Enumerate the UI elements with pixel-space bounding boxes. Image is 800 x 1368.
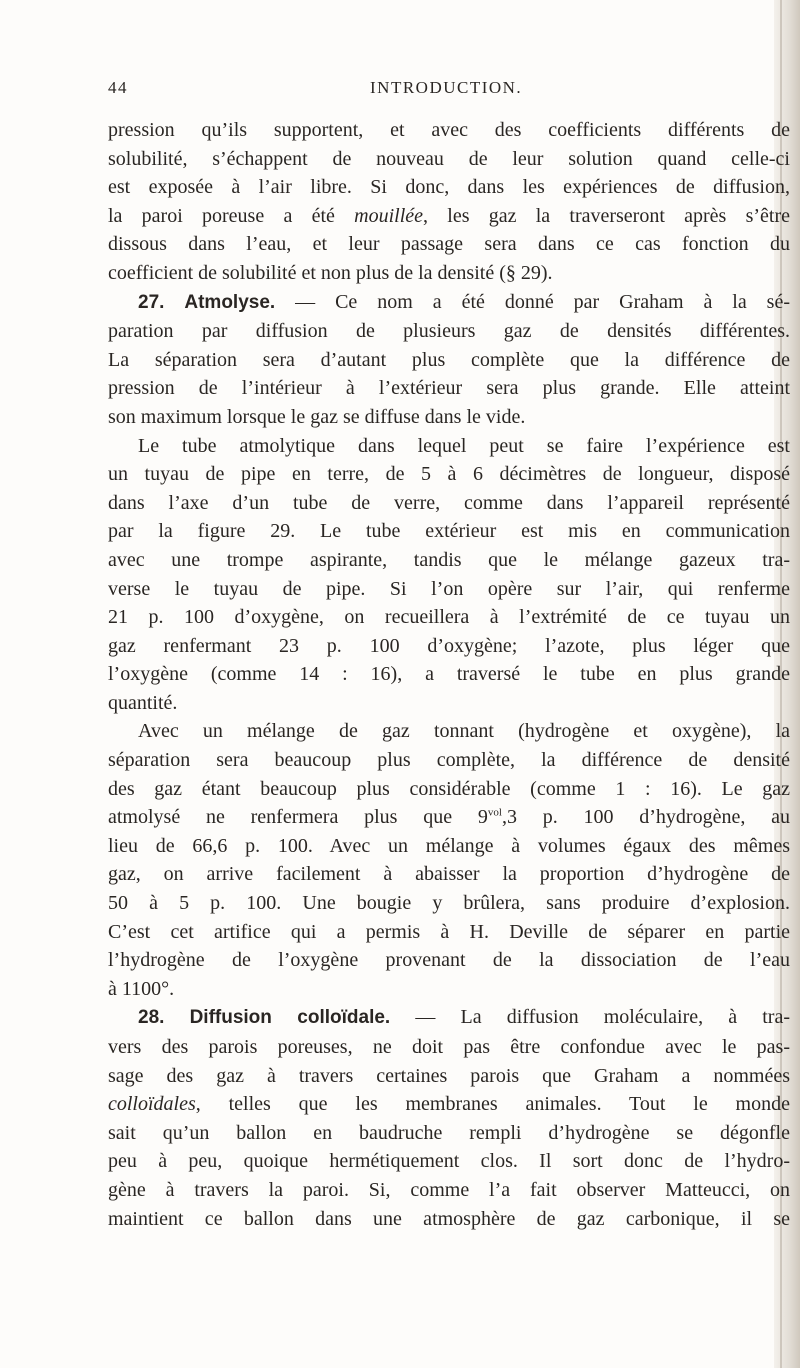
section-title: Diffusion colloïdale. xyxy=(189,1007,391,1029)
text-line: des gaz étant beaucoup plus considérable (comme 1 : 16). Le gaz xyxy=(108,777,790,800)
text-line: pression qu’ils supportent, et avec des coefficients différents de xyxy=(108,119,790,141)
text-line: à 1100°. xyxy=(108,977,175,1000)
text-line: l’hydrogène de l’oxygène provenant de la dissociation de l’eau xyxy=(108,949,790,972)
text-line: séparation sera beaucoup plus complète, la différence de densité xyxy=(108,749,790,772)
section-number: 28. xyxy=(138,1007,165,1029)
text-line: La séparation sera d’autant plus complète que la différence de xyxy=(108,348,790,371)
text-line: dissous dans l’eau, et leur passage sera dans ce cas fonction du xyxy=(108,233,790,256)
text-line: son maximum lorsque le gaz se diffuse dans le vide. xyxy=(108,405,526,428)
text-line: paration par diffusion de plusieurs gaz de densités différentes. xyxy=(108,320,790,343)
text-line: Le tube atmolytique dans lequel peut se faire l’expérience est xyxy=(138,434,790,457)
text-line: sait qu’un ballon en baudruche rempli d’hydrogène se dégonfle xyxy=(108,1121,790,1144)
text-run: — La diffusion moléculaire, à tra- xyxy=(390,1006,791,1029)
section-title: Atmolyse. xyxy=(184,291,276,313)
section-number: 27. xyxy=(138,291,165,313)
text-run: atmolysé ne renfermera plus que 9 xyxy=(108,806,488,829)
text-run: — Ce nom a été donné par Graham à la sé- xyxy=(275,290,791,313)
page-number: 44 xyxy=(108,78,128,97)
text-line: peu à peu, quoique hermétiquement clos. Il sort donc de l’hydro- xyxy=(108,1150,790,1173)
text-line xyxy=(108,1090,790,1119)
text-line: est exposée à l’air libre. Si donc, dans les expériences de diffusion, xyxy=(108,176,790,199)
section-27-heading-line xyxy=(108,288,790,318)
text-line: gène à travers la paroi. Si, comme l’a fait observer Matteucci, on xyxy=(108,1178,790,1201)
text-line: lieu de 66,6 p. 100. Avec un mélange à volumes égaux des mêmes xyxy=(108,834,790,857)
text-line: vers des parois poreuses, ne doit pas être confondue avec le pas- xyxy=(108,1036,790,1058)
text-line: avec une trompe aspirante, tandis que le mélange gazeux tra- xyxy=(108,548,790,571)
text-line: maintient ce ballon dans une atmosphère de gaz carbonique, il se xyxy=(108,1207,790,1230)
text-line: gaz, on arrive facilement à abaisser la proportion d’hydrogène de xyxy=(108,863,790,886)
text-line: pression de l’intérieur à l’extérieur sera plus grande. Elle atteint xyxy=(108,377,790,400)
text-run: la paroi poreuse a été xyxy=(108,204,355,227)
body-text xyxy=(108,116,790,1233)
superscript: vol xyxy=(487,806,502,819)
text-line: l’oxygène (comme 14 : 16), a traversé le tube en plus grande xyxy=(108,663,790,686)
text-line: 50 à 5 p. 100. Une bougie y brûlera, sans produire d’explosion. xyxy=(108,892,790,915)
running-head-title: INTRODUCTION. xyxy=(370,78,523,97)
text-line: 21 p. 100 d’oxygène, on recueillera à l’extrémité de ce tuyau un xyxy=(108,606,790,629)
text-line: coefficient de solubilité et non plus de la densité (§ 29). xyxy=(108,261,553,284)
text-run: , les gaz la traverseront après s’être xyxy=(423,204,790,227)
running-head xyxy=(108,78,790,104)
text-run: ,3 p. 100 d’hydrogène, au xyxy=(501,806,791,829)
text-line xyxy=(108,202,790,231)
text-line: solubilité, s’échappent de nouveau de leur solution quand celle-ci xyxy=(108,147,790,170)
text-run: , telles que les membranes animales. Tout le monde xyxy=(195,1093,790,1116)
text-line: verse le tuyau de pipe. Si l’on opère sur l’air, qui renferme xyxy=(108,577,790,600)
text-line: Avec un mélange de gaz tonnant (hydrogène et oxygène), la xyxy=(138,720,790,743)
section-28-heading-line xyxy=(108,1003,790,1033)
text-line: par la figure 29. Le tube extérieur est mis en communication xyxy=(108,520,790,543)
text-line: dans l’axe d’un tube de verre, comme dans l’appareil représenté xyxy=(108,491,790,514)
italic-term: mouillée xyxy=(354,204,424,227)
italic-term: colloïdales xyxy=(108,1093,196,1116)
text-line xyxy=(108,803,790,832)
text-line: un tuyau de pipe en terre, de 5 à 6 décimètres de longueur, disposé xyxy=(108,463,790,486)
text-line: quantité. xyxy=(108,691,178,714)
text-line: C’est cet artifice qui a permis à H. Deville de séparer en partie xyxy=(108,920,790,943)
text-line: sage des gaz à travers certaines parois que Graham a nommées xyxy=(108,1064,790,1087)
text-line: gaz renfermant 23 p. 100 d’oxygène; l’azote, plus léger que xyxy=(108,634,790,657)
